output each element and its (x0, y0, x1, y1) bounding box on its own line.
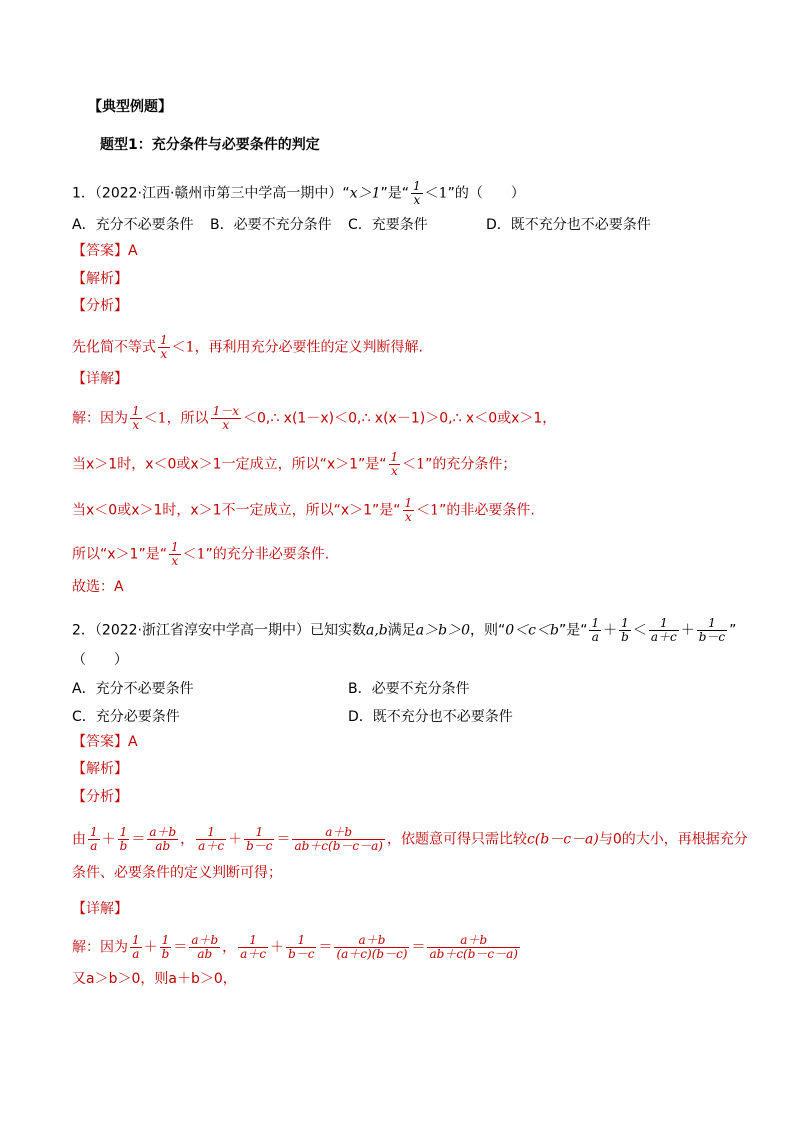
q2-detail-1: 解：因为 $\frac{1}{a}$ ＋ $\frac{1}{b}$ ＝ $\frac{a+b}{ab}$ ， $\frac{1}{a+c}$ ＋ $\frac{1}{b-c}$ ＝ $\frac{a+b}{(a+c)(b-c)}$ ＝ $\frac{a+b}{ab+c(b-c-a)}$ (72, 933, 518, 961)
q2-option-d: D．既不充分也不必要条件 (348, 709, 513, 725)
q1-fenxi: 【分析】 (72, 298, 128, 314)
q2-analysis: 由 $\frac{1}{a}$ ＋ $\frac{1}{b}$ ＝ $\frac{a+b}{ab}$ ， $\frac{1}{a+c}$ ＋ $\frac{1}{b-c}$ ＝ $\frac{a+b}{ab+c(b-c-a)}$ ，依题意可得只需比较c(b－c－a)与0的大小，再根据充分 (72, 825, 748, 853)
q2-option-c: C．充分必要条件 (72, 709, 180, 725)
q2-jiexi: 【解析】 (72, 761, 128, 777)
q1-option-c: C．充要条件 (348, 217, 428, 233)
q2-xiangjie: 【详解】 (72, 901, 128, 917)
q1-detail-2: 当x＞1时，x＜0或x＞1一定成立，所以“x＞1”是“ $\frac{1}{x}$ ＜1”的充分条件； (72, 450, 517, 478)
q1-option-b: B．必要不充分条件 (210, 217, 332, 233)
q1-detail-3: 当x＜0或x＞1时，x＞1不一定成立，所以“x＞1”是“ $\frac{1}{x}$ ＜1”的非必要条件. (72, 496, 535, 524)
q2-fenxi: 【分析】 (72, 789, 128, 805)
q2-paren: （ ） (72, 652, 128, 668)
q2-stem: 2．（2022·浙江省淳安中学高一期中）已知实数a,b满足a＞b＞0，则“0＜c＜b”是“ $\frac{1}{a}$ ＋ $\frac{1}{b}$ ＜ $\frac{1}{a+c}$ ＋ $\frac{1}{b-c}$ ” (72, 616, 737, 644)
section-title: 题型1：充分条件与必要条件的判定 (100, 137, 320, 153)
q2-option-a: A．充分不必要条件 (72, 681, 194, 697)
q1-answer: 【答案】A (72, 243, 138, 259)
q2-option-b: B．必要不充分条件 (348, 681, 470, 697)
q2-answer: 【答案】A (72, 734, 138, 750)
q1-option-a: A．充分不必要条件 (72, 217, 194, 233)
q1-analysis: 先化简不等式 $\frac{1}{x}$ ＜1，再利用充分必要性的定义判断得解. (72, 333, 424, 361)
q1-detail-1: 解：因为 $\frac{1}{x}$ ＜1，所以 $\frac{1-x}{x}$ ＜0,∴ x(1－x)＜0,∴ x(x－1)＞0,∴ x＜0或x＞1， (72, 404, 557, 432)
q1-choice: 故选：A (72, 579, 124, 595)
q1-xiangjie: 【详解】 (72, 371, 128, 387)
example-heading: 【典型例题】 (88, 99, 172, 115)
fraction-1-over-x: $\frac{1}{x}$ (413, 179, 421, 207)
q2-analysis-line2: 条件、必要条件的定义判断可得； (72, 865, 282, 881)
q2-last-line: 又a＞b＞0，则a＋b＞0， (72, 971, 237, 987)
q1-detail-4: 所以“x＞1”是“ $\frac{1}{x}$ ＜1”的充分非必要条件. (72, 540, 330, 568)
q1-stem: 1．（2022·江西·赣州市第三中学高一期中）“x＞1”是“ $\frac{1}{x}$ ＜1”的（ ） (72, 179, 525, 207)
q1-option-d: D．既不充分也不必要条件 (486, 217, 651, 233)
q1-jiexi: 【解析】 (72, 271, 128, 287)
